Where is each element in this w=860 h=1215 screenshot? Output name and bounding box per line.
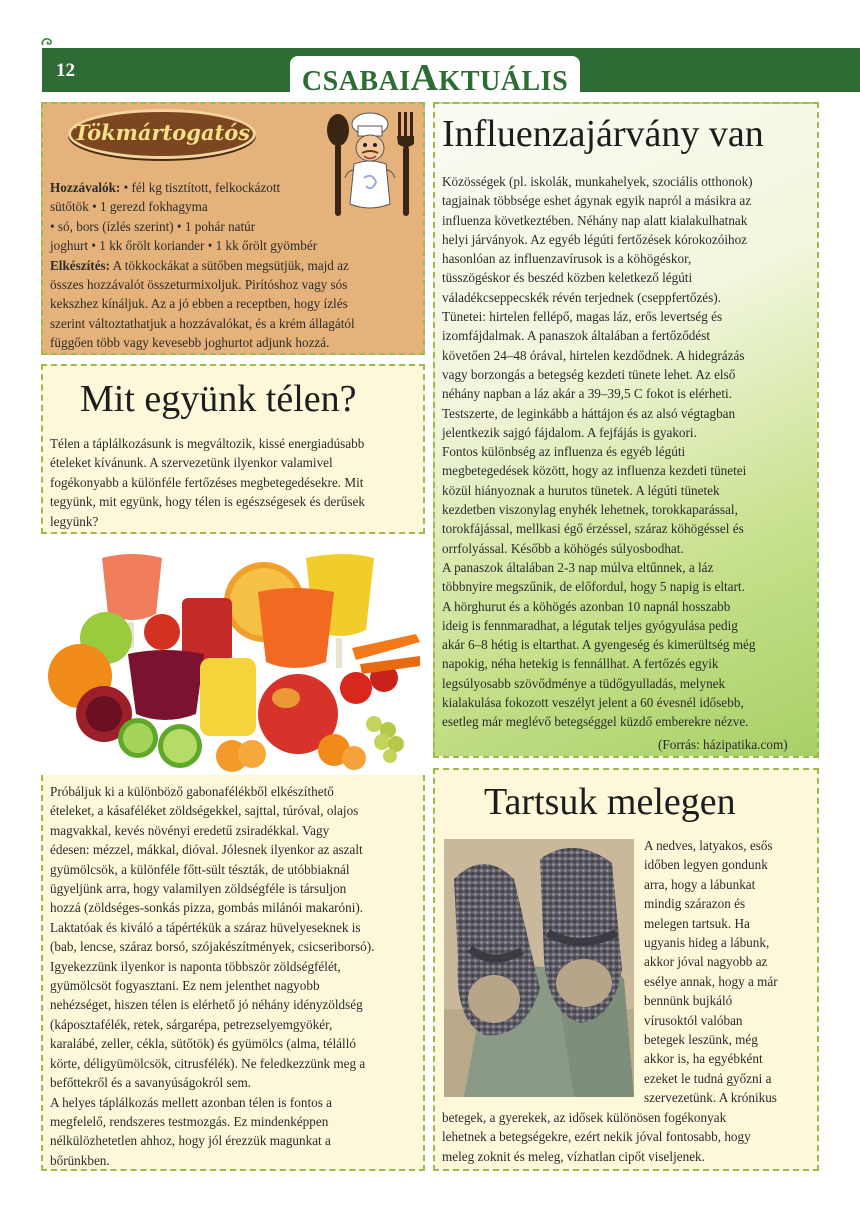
influenza-line: hasonlóan az influenzavírusok is a köhögéskor, — [442, 251, 692, 267]
body-line: gyümölcsök, a különféle főtt-sült tészták, de utóbbiaknál — [50, 861, 350, 877]
body-line: nehézséget, hiszen télen is elérhető jó néhány idényzöldség — [50, 997, 363, 1013]
tartsuk-line: betegek leszünk, még — [644, 1032, 758, 1048]
body-line: (káposztafélék, retek, sárgarépa, petrezselyemgyökér, — [50, 1016, 333, 1032]
influenza-line: torokfájással, mellkasi égő érzéssel, száraz köhögéssel és — [442, 521, 744, 537]
influenza-line: követően 24–48 órával, hirtelen kezdődnek. A hidegrázás — [442, 347, 745, 363]
influenza-line: többnyire megszűnik, de előfordul, hogy 5 napig is eltart. — [442, 579, 745, 595]
influenza-line: ideig is fennmaradhat, a légutak teljes gyógyulása pedig — [442, 617, 738, 633]
recipe-line: kekszhez kínáljuk. Az a jó ebben a receptben, hogy ízlés — [50, 296, 348, 312]
intro-line: fogékonyabb a különféle fertőzéses megbetegedésekre. Mit — [50, 474, 364, 490]
tartsuk-full-line: betegek, a gyerekek, az idősek különösen fogékonyak — [442, 1110, 727, 1125]
influenza-line: jelentkezik sajgó fájdalom. A fejfájás is gyakori. — [442, 424, 697, 440]
tartsuk-line: bennünk bujkáló — [644, 993, 733, 1009]
influenza-line: kezdetben viszonylag enyhék lehetnek, torokkaparással, — [442, 502, 738, 518]
tartsuk-line: akkor jóval nagyobb az — [644, 954, 768, 970]
tartsuk-line: ezeket le tudná győzni a — [644, 1070, 772, 1086]
tartsuk-line: mindig szárazon és — [644, 896, 746, 912]
intro-line: ételeket kívánunk. A szervezetünk ilyenkor valamivel — [50, 455, 333, 471]
mit-egyunk-body — [50, 782, 422, 1170]
recipe-line: Elkészítés: A tökkockákat a sütőben megsütjük, majd az — [50, 257, 349, 273]
intro-line: tegyünk, mit együnk, hogy télen is egészségesek és derűsek — [50, 494, 365, 510]
body-line: Igyekezzünk ilyenkor is naponta többször zöldségfélét, — [50, 958, 341, 974]
page-number: 12 — [56, 60, 75, 81]
recipe-line: összes hozzávalót összeturmixoljuk. Pirítóshoz vagy sós — [50, 277, 348, 293]
tartsuk-full-text — [442, 1108, 816, 1166]
body-line: körte, déligyümölcsök, citrusfélék). Ne feledkezzünk meg a — [50, 1055, 366, 1071]
intro-line: Télen a táplálkozásunk is megváltozik, kissé energiadúsabb — [50, 436, 365, 451]
influenza-line: akár 6–8 hétig is eltarthat. A gyengeség és kimerültség még — [442, 637, 756, 653]
influenza-line: izomfájdalmak. A panaszok általában a fertőződést — [442, 328, 711, 344]
tartsuk-line: szervezetünk. A krónikus — [644, 1090, 777, 1106]
tartsuk-line: A nedves, latyakos, esős — [644, 838, 773, 853]
recipe-text — [50, 178, 422, 353]
influenza-line: tagjainak többsége eshet ágynak egyik napról a másikra az — [442, 193, 752, 209]
fruit-juice-photo — [44, 538, 424, 774]
influenza-line: közül hiányoznak a hurutos tünetek. A légúti tünetek — [442, 482, 720, 498]
tartsuk-line: vírusoktól valóban — [644, 1012, 743, 1028]
influenza-line: orrfolyással. Később a köhögés súlyosbodhat. — [442, 540, 684, 556]
body-line: gyümölcsöt fogyasztani. Ez nem jelenthet nagyobb — [50, 978, 320, 994]
body-line: befőttekről és a savanyúságokról sem. — [50, 1075, 252, 1091]
influenza-line: vagy borzongás a betegség kezdeti tünete lehet. Az első — [442, 366, 736, 382]
influenza-line: Testszerte, de leginkább a háttájon és az alsó végtagban — [442, 405, 736, 421]
body-line: magvakkal, kevés növényi eredetű zsiradékkal. Vagy — [50, 822, 330, 838]
influenza-line: váladékcseppecskék révén terjednek (cseppfertőzés). — [442, 289, 721, 305]
knitted-slippers-photo — [444, 839, 634, 1097]
recipe-line: sütőtök • 1 gerezd fokhagyma — [50, 199, 208, 215]
tartsuk-line: ugyanis hideg a lábunk, — [644, 935, 770, 951]
recipe-title: Tökmártogatós — [73, 120, 251, 145]
recipe-line: joghurt • 1 kk őrölt koriander • 1 kk őrölt gyömbér — [50, 238, 318, 254]
masthead-part2: KTUÁLIS — [438, 66, 569, 97]
mit-egyunk-title: Mit együnk télen? — [80, 378, 357, 420]
tartsuk-line: arra, hogy a lábunkat — [644, 876, 756, 892]
body-line: (bab, lencse, száraz borsó, szójakészítmények, csicseriborsó). — [50, 939, 375, 955]
masthead-part1: CSABAI — [301, 66, 411, 97]
masthead-big-letter: A — [410, 57, 439, 99]
body-line: ügyeljünk arra, hogy valamilyen zöldségféle is társuljon — [50, 881, 347, 897]
tartsuk-line: időben legyen gondunk — [644, 857, 768, 873]
body-line: nélkülözhetetlen ahhoz, hogy jól érezzük magunkat a — [50, 1133, 331, 1149]
influenza-title: Influenzajárvány van — [442, 113, 764, 155]
influenza-line: kialakulása fokozott veszélyt jelent a 60 évesnél idősebb, — [442, 695, 744, 711]
influenza-text — [442, 172, 816, 732]
tartsuk-line: esélye annak, hogy a már — [644, 973, 778, 989]
tartsuk-title: Tartsuk melegen — [484, 781, 736, 823]
influenza-line: napokig, néha hetekig is fennállhat. A fertőzés egyik — [442, 656, 719, 672]
tartsuk-full-line: meleg zoknit és meleg, vízhatlan cipőt viseljenek. — [442, 1148, 705, 1164]
body-line: bőrünkben. — [50, 1152, 110, 1168]
body-line: Laktatóak és kiváló a tápértékük a száraz hüvelyeseknek is — [50, 919, 361, 935]
mit-egyunk-intro — [50, 434, 422, 531]
influenza-line: Fontos különbség az influenza és egyéb légúti — [442, 444, 686, 460]
body-line: Próbáljuk ki a különböző gabonafélékből elkészíthető — [50, 784, 334, 799]
influenza-line: néhány napban a láz akár a 39–39,5 C fokot is elérheti. — [442, 386, 733, 402]
tartsuk-line: melegen tartsuk. Ha — [644, 915, 750, 931]
recipe-line: • só, bors (ízlés szerint) • 1 pohár natúr — [50, 218, 256, 234]
influenza-line: A panaszok általában 2-3 nap múlva eltűnnek, a láz — [442, 559, 714, 575]
body-line: A helyes táplálkozás mellett azonban télen is fontos a — [50, 1094, 332, 1110]
influenza-line: influenza következtében. Néhány nap alatt kialakulhatnak — [442, 212, 748, 228]
influenza-line: tüsszögéskor és beszéd közben keletkező légúti — [442, 270, 693, 286]
influenza-line: megbetegedések között, hogy az influenza kezdeti tünetei — [442, 463, 747, 479]
body-line: hozzá (zöldséges-sonkás pizza, gombás milánói makaróni). — [50, 900, 364, 916]
influenza-line: Tünetei: hirtelen fellépő, magas láz, erős levertség és — [442, 309, 723, 325]
influenza-source: (Forrás: házipatika.com) — [658, 737, 788, 752]
body-line: ételeket, a kásaféléket zöldségekkel, sajttal, túróval, olajos — [50, 803, 359, 819]
tartsuk-full-line: lehetnek a betegségekre, ezért nekik jóval fontosabb, hogy — [442, 1129, 751, 1145]
influenza-line: Közösségek (pl. iskolák, munkahelyek, szociális otthonok) — [442, 174, 753, 189]
body-line: karalábé, zeller, cékla, sütőtök) és gyümölcs (alma, télálló — [50, 1036, 356, 1052]
influenza-line: helyi járványok. Az egyéb légúti fertőzések kórokozóihoz — [442, 231, 748, 247]
body-line: édesen: mézzel, mákkal, dióval. Jólesnek ilyenkor az aszalt — [50, 842, 363, 858]
masthead — [290, 56, 580, 99]
influenza-line: esetleg már meglévő betegséggel küzdő emberekre nézve. — [442, 714, 749, 730]
recipe-line: szerint változtathatjuk a hozzávalókat, és a krém állagától — [50, 315, 355, 331]
intro-line: legyünk? — [50, 513, 99, 529]
influenza-line: A hörghurut és a köhögés azonban 10 napnál hosszabb — [442, 598, 731, 614]
recipe-line: Hozzávalók: • fél kg tisztított, felkockázott — [50, 180, 281, 195]
tartsuk-side-text — [644, 836, 816, 1108]
body-line: megfelelő, rendszeres testmozgás. Ez mindenképpen — [50, 1113, 329, 1129]
recipe-line: függően több vagy kevesebb joghurtot adjunk hozzá. — [50, 335, 330, 351]
tartsuk-line: akkor is, ha egyébként — [644, 1051, 763, 1067]
influenza-line: legsúlyosabb szövődménye a tüdőgyulladás, melynek — [442, 675, 726, 691]
swirl-ornament-icon — [40, 36, 56, 48]
